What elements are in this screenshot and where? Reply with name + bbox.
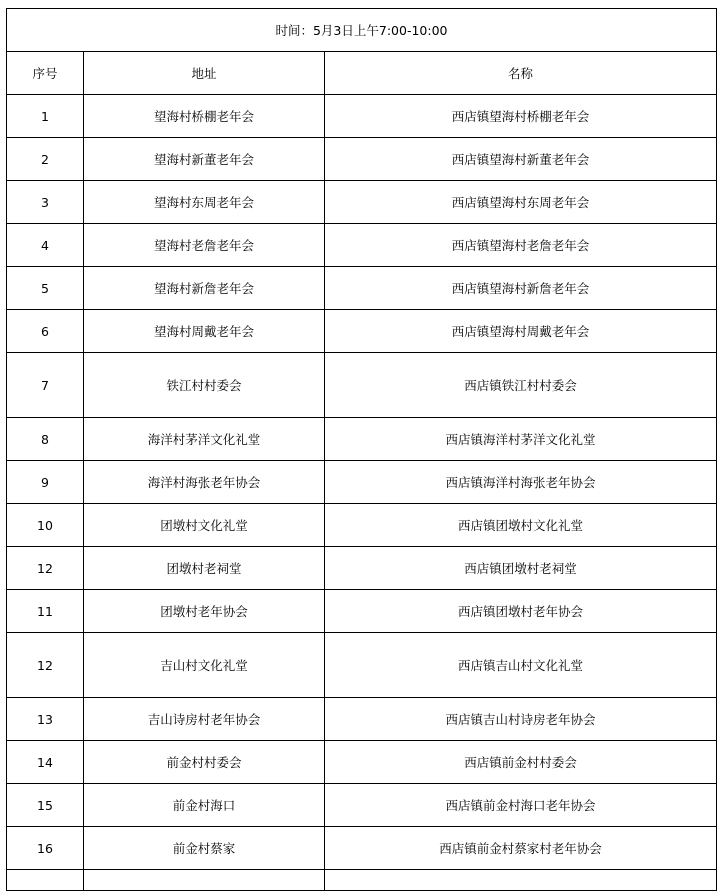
cell-name: 西店镇望海村周戴老年会 — [325, 310, 717, 353]
cell-name: 西店镇铁江村村委会 — [325, 353, 717, 418]
schedule-table — [6, 8, 717, 891]
cell-address: 铁江村村委会 — [84, 353, 325, 418]
cell-name: 西店镇团墩村老祠堂 — [325, 547, 717, 590]
cell-name: 西店镇吉山村文化礼堂 — [325, 633, 717, 698]
table-row — [7, 784, 717, 827]
cell-number: 14 — [7, 741, 84, 784]
cell-address: 团墩村老祠堂 — [84, 547, 325, 590]
table-row — [7, 310, 717, 353]
cell-name: 西店镇前金村村委会 — [325, 741, 717, 784]
empty-cell — [7, 870, 84, 891]
cell-number: 12 — [7, 547, 84, 590]
cell-number: 3 — [7, 181, 84, 224]
cell-number: 10 — [7, 504, 84, 547]
cell-address: 望海村东周老年会 — [84, 181, 325, 224]
table-row — [7, 741, 717, 784]
cell-address: 海洋村茅洋文化礼堂 — [84, 418, 325, 461]
cell-number: 16 — [7, 827, 84, 870]
cell-name: 西店镇望海村东周老年会 — [325, 181, 717, 224]
cell-name: 西店镇前金村蔡家村老年协会 — [325, 827, 717, 870]
cell-address: 望海村桥棚老年会 — [84, 95, 325, 138]
cell-name: 西店镇海洋村海张老年协会 — [325, 461, 717, 504]
cell-address: 前金村村委会 — [84, 741, 325, 784]
cell-address: 望海村老詹老年会 — [84, 224, 325, 267]
cell-name: 西店镇海洋村茅洋文化礼堂 — [325, 418, 717, 461]
cell-name: 西店镇望海村老詹老年会 — [325, 224, 717, 267]
cell-address: 吉山村文化礼堂 — [84, 633, 325, 698]
cell-number: 8 — [7, 418, 84, 461]
cell-number: 1 — [7, 95, 84, 138]
cell-name: 西店镇望海村桥棚老年会 — [325, 95, 717, 138]
table-row — [7, 547, 717, 590]
empty-cell — [84, 870, 325, 891]
cell-number: 11 — [7, 590, 84, 633]
cell-number: 5 — [7, 267, 84, 310]
table-title: 时间：5月3日上午7:00-10:00 — [7, 9, 717, 52]
column-header-address: 地址 — [84, 52, 325, 95]
header-row — [7, 52, 717, 95]
cell-name: 西店镇望海村新詹老年会 — [325, 267, 717, 310]
cell-address: 团墩村老年协会 — [84, 590, 325, 633]
cell-number: 15 — [7, 784, 84, 827]
cell-name: 西店镇前金村海口老年协会 — [325, 784, 717, 827]
table-row — [7, 181, 717, 224]
cell-address: 团墩村文化礼堂 — [84, 504, 325, 547]
cell-name: 西店镇团墩村老年协会 — [325, 590, 717, 633]
cell-name: 西店镇吉山村诗房老年协会 — [325, 698, 717, 741]
cell-name: 西店镇团墩村文化礼堂 — [325, 504, 717, 547]
cell-address: 前金村海口 — [84, 784, 325, 827]
table-row — [7, 224, 717, 267]
cell-number: 2 — [7, 138, 84, 181]
cell-number: 9 — [7, 461, 84, 504]
cell-address: 望海村周戴老年会 — [84, 310, 325, 353]
table-row — [7, 504, 717, 547]
cell-number: 7 — [7, 353, 84, 418]
cell-address: 望海村新詹老年会 — [84, 267, 325, 310]
table-row — [7, 461, 717, 504]
table-row — [7, 418, 717, 461]
cell-address: 前金村蔡家 — [84, 827, 325, 870]
table-row — [7, 353, 717, 418]
cell-number: 13 — [7, 698, 84, 741]
table-row — [7, 95, 717, 138]
cell-address: 吉山诗房村老年协会 — [84, 698, 325, 741]
table-row — [7, 827, 717, 870]
cell-address: 望海村新董老年会 — [84, 138, 325, 181]
table-row — [7, 138, 717, 181]
empty-cell — [325, 870, 717, 891]
column-header-number: 序号 — [7, 52, 84, 95]
cell-number: 12 — [7, 633, 84, 698]
cell-number: 6 — [7, 310, 84, 353]
table-row — [7, 590, 717, 633]
column-header-name: 名称 — [325, 52, 717, 95]
cell-address: 海洋村海张老年协会 — [84, 461, 325, 504]
table-row — [7, 267, 717, 310]
table-row — [7, 698, 717, 741]
table-row-partial — [7, 870, 717, 891]
title-row — [7, 9, 717, 52]
table-row — [7, 633, 717, 698]
cell-name: 西店镇望海村新董老年会 — [325, 138, 717, 181]
cell-number: 4 — [7, 224, 84, 267]
